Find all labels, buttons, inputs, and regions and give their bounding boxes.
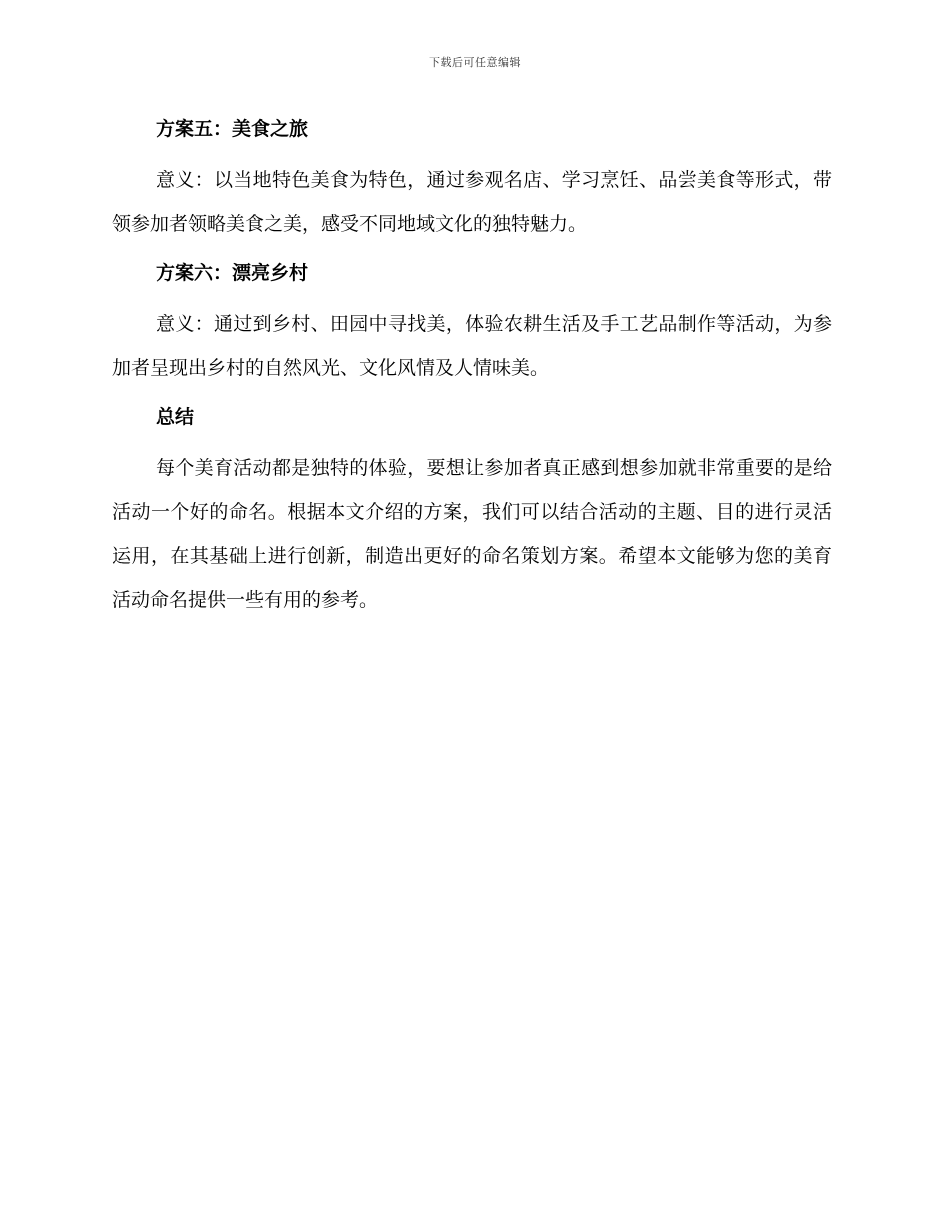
section-heading-plan-five: 方案五：美食之旅 (156, 118, 309, 140)
section-body-plan-six: 意义：通过到乡村、田园中寻找美，体验农耕生活及手工艺品制作等活动，为参加者呈现出乡村的自然风光、文化风情及人情味美。 (112, 313, 832, 379)
section-heading-summary: 总结 (156, 406, 195, 428)
section-body-plan-five: 意义：以当地特色美食为特色，通过参观名店、学习烹饪、品尝美食等形式，带领参加者领略美食之美，感受不同地域文化的独特魅力。 (112, 169, 832, 235)
page-header: 下载后可任意编辑 (429, 56, 521, 69)
section-body-summary: 每个美育活动都是独特的体验，要想让参加者真正感到想参加就非常重要的是给活动一个好的命名。根据本文介绍的方案，我们可以结合活动的主题、目的进行灵活运用，在其基础上进行创新，制造出更好的命名策划方案。希望本文能够为您的美育活动命名提供一些有用的参考。 (112, 457, 832, 611)
document-body (112, 112, 832, 632)
section-heading-plan-six: 方案六：漂亮乡村 (156, 262, 309, 284)
